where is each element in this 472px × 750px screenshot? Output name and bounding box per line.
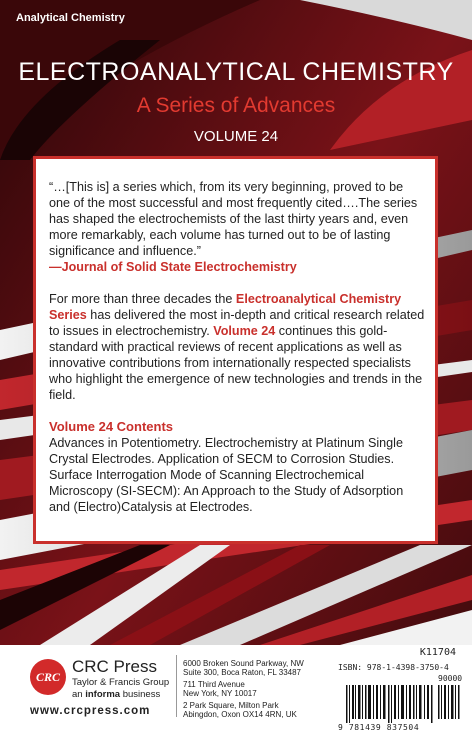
crc-logo-icon: CRC — [30, 659, 66, 695]
contents-heading: Volume 24 Contents — [49, 419, 174, 434]
address-line: Abingdon, Oxon OX14 4RN, UK — [183, 710, 297, 719]
book-title: ELECTROANALYTICAL CHEMISTRY — [18, 58, 454, 86]
quote-source: —Journal of Solid State Electrochemistry — [49, 260, 297, 274]
informa-brand: informa — [85, 689, 121, 700]
description-panel — [33, 156, 438, 544]
publisher-business: an informa business — [72, 689, 161, 700]
contents-text: Advances in Potentiometry. Electrochemistry at Platinum Single Crystal Electrodes. Application of SECM to Corrosion Studies. Surface Interrogation Mode of Scanning Electrochemical Microscopy (SI-SECM): An Approach to the Study of Adsorption and (Electro)Catalysis at Electrodes. — [49, 436, 404, 514]
address-line: 6000 Broken Sound Parkway, NW — [183, 659, 304, 668]
quote-text: “…[This is] a series which, from its very beginning, proved to be one of the most successful and most frequently cited….The series has shaped the electrochemists of the last thirty years and, even more remarkably, each volume has turned out to be of lasting significance and influence.” — [49, 180, 418, 258]
price-barcode-icon — [438, 685, 460, 719]
footer-divider — [176, 655, 177, 717]
book-subtitle: A Series of Advances — [136, 94, 336, 117]
publisher-group: Taylor & Francis Group — [72, 677, 170, 688]
series-name: Electroanalytical Chemistry Series — [49, 292, 402, 322]
volume-label: VOLUME 24 — [193, 128, 279, 145]
address-line: New York, NY 10017 — [183, 689, 257, 698]
price-code: 90000 — [438, 674, 463, 683]
header-category-label: Analytical Chemistry — [16, 12, 125, 24]
description-part3: continues this gold-standard with practical reviews of recent applications as well as innovative contributions from internationally respected specialists who highlight the emergence of new technologies and trends in the field. — [49, 324, 423, 402]
volume-ref: Volume 24 — [213, 324, 276, 338]
barcode-number: 9 781439 837504 — [338, 723, 420, 732]
publisher-name: CRC Press — [72, 657, 158, 676]
publisher-footer — [0, 645, 472, 750]
description-part2: has delivered the most in-depth and critical research related to issues in electrochemistry. — [49, 308, 425, 338]
address-line: 711 Third Avenue — [183, 680, 245, 689]
description-paragraph — [49, 291, 425, 403]
description-part1: For more than three decades the — [49, 292, 236, 306]
address-line: Suite 300, Boca Raton, FL 33487 — [183, 668, 302, 677]
address-line: 2 Park Square, Milton Park — [183, 701, 279, 710]
isbn-label: ISBN: 978-1-4398-3750-4 — [338, 663, 449, 672]
barcode — [338, 663, 462, 735]
catalog-code: K11704 — [419, 647, 456, 658]
publisher-url[interactable]: www.crcpress.com — [30, 705, 151, 717]
barcode-icon — [346, 685, 434, 723]
